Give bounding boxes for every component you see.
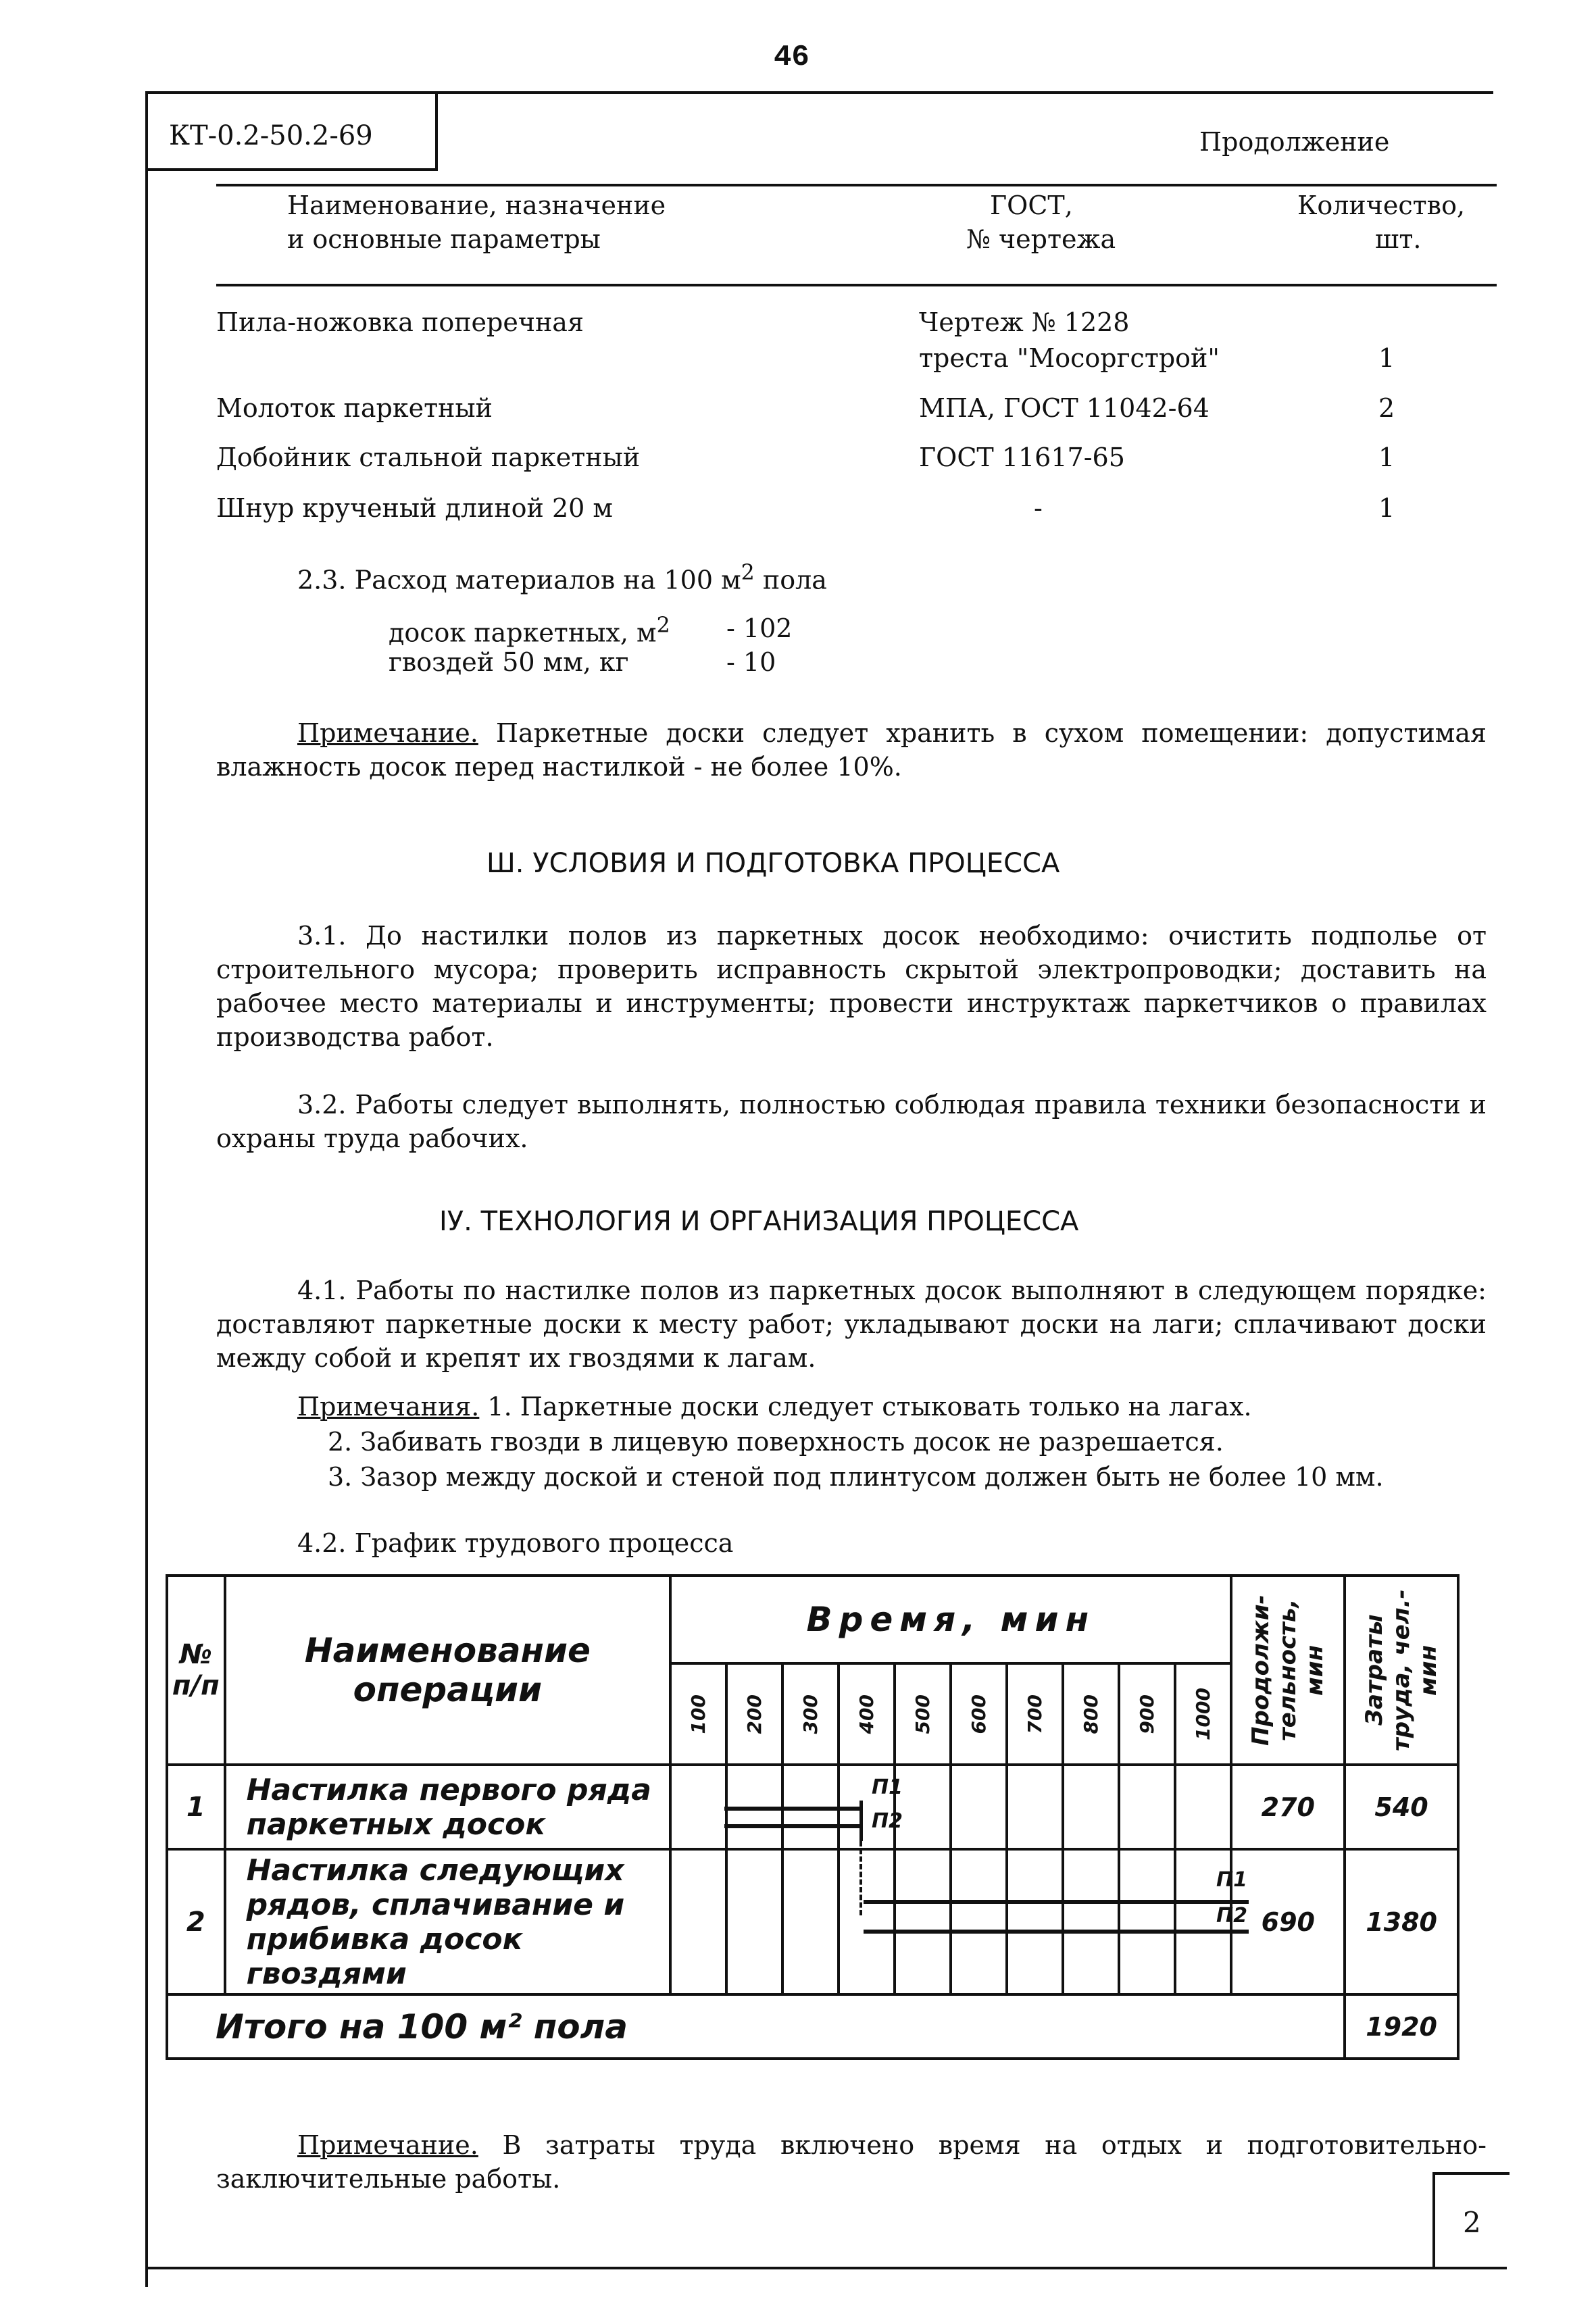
left-border-line [145,91,148,2287]
col-name-header: Наименование операции [225,1576,671,1765]
note-1-text: Паркетные доски следует хранить в сухом помещении: допустимая влажность досок перед настилкой - не более 10%. [216,718,1487,782]
section-4-title: IУ. ТЕХНОЛОГИЯ И ОРГАНИЗАЦИЯ ПРОЦЕССА [439,1206,1079,1237]
row-2-cell-5 [895,1849,951,1994]
row-1-cell-10 [1175,1765,1231,1849]
row-2-worker-2-label: П2 [1216,1904,1247,1928]
header-qty-1: Количество, [1297,191,1466,220]
row-1-labor: 540 [1345,1765,1458,1849]
col-num-header: № п/п [167,1576,225,1765]
materials-heading-end: пола [754,565,827,595]
tick-300 [782,1663,839,1765]
row-1-cell-6 [951,1765,1007,1849]
header-rule-top [216,184,1497,186]
row-2-cell-4 [839,1849,895,1994]
page-number: 46 [774,41,809,74]
materials-line-1 [389,613,670,648]
row-2-cell-2 [726,1849,782,1994]
row-2-bar-worker-2 [864,1930,1249,1934]
section-4-notes-label: Примечания. [297,1392,480,1422]
tool-row-3-qty: 1 [1378,443,1395,472]
tool-row-2-qty: 2 [1378,393,1395,423]
header-gost-2: № чертежа [966,224,1116,254]
header-name-2: и основные параметры [287,224,601,254]
tick-800 [1063,1663,1119,1765]
section-4-p1: 4.1. Работы по настилке полов из паркетных досок выполняют в следующем порядке: доставляют паркетные доски к месту работ; укладывают доски на лаги; сплачивают доски между собой и крепят их гвоздями к лагам. [216,1276,1487,1373]
row-1-cell-5 [895,1765,951,1849]
total-value: 1920 [1345,1994,1458,2059]
row-2-cell-1 [670,1849,726,1994]
tick-100 [670,1663,726,1765]
tool-row-4-qty: 1 [1378,493,1395,523]
table-total-row [167,1994,1458,2059]
materials-heading [297,561,827,595]
tool-row-4-name: Шнур крученый длиной 20 м [216,493,613,523]
tick-1000-label: 1000 [1192,1688,1215,1740]
continuation-label: Продолжение [1199,127,1390,157]
row-2-cell-9 [1119,1849,1175,1994]
row-1-duration: 270 [1231,1765,1345,1849]
tick-400 [839,1663,895,1765]
section-4-note-3: 3. Зазор между доской и стеной под плинтусом должен быть не более 10 мм. [328,1462,1384,1492]
row-1-connector [859,1841,865,1915]
tick-400-label: 400 [855,1694,878,1734]
section-3-p1: 3.1. До настилки полов из паркетных досок необходимо: очистить подполье от строительного мусора; проверить исправность скрытой электропроводки; доставить на рабочее место материалы и инструменты; провести инструктаж паркетчиков о правилах производства работ. [216,921,1487,1052]
tick-300-label: 300 [799,1694,822,1734]
tool-row-1-name: Пила-ножовка поперечная [216,307,584,337]
row-1-cell-8 [1063,1765,1119,1849]
row-1-bar-end-tick [859,1801,863,1841]
materials-line-1-sup: 2 [656,613,670,638]
note-1 [216,716,1487,784]
materials-line-2-value: - 10 [726,647,776,677]
section-4-notes-line-1 [297,1392,1252,1422]
row-1-bar-worker-1 [724,1807,863,1811]
row-1-name: Настилка первого ряда паркетных досок [225,1765,671,1849]
sheet-number: 2 [1463,2206,1481,2239]
tick-700-label: 700 [1024,1694,1047,1734]
note-1-label: Примечание. [297,718,478,748]
note-final-label: Примечание. [297,2130,478,2160]
row-2-cell-7 [1007,1849,1063,1994]
materials-heading-text: 2.3. Расход материалов на 100 м [297,565,741,595]
row-1-worker-1-label: П1 [872,1776,903,1799]
doc-code: КТ-0.2-50.2-69 [169,120,373,151]
row-1-cell-7 [1007,1765,1063,1849]
row-2-cell-8 [1063,1849,1119,1994]
row-2-worker-1-label: П1 [1216,1868,1247,1892]
header-name-1: Наименование, назначение [287,191,666,220]
row-2-labor: 1380 [1345,1849,1458,1994]
tick-800-label: 800 [1080,1694,1103,1734]
note-final [216,2128,1487,2196]
schedule-heading: 4.2. График трудового процесса [297,1528,734,1558]
row-2-num: 2 [167,1849,225,1994]
tick-500 [895,1663,951,1765]
schedule-table [166,1574,1460,2060]
row-1-worker-2-label: П2 [872,1809,903,1833]
tool-row-3-name: Добойник стальной паркетный [216,443,641,472]
section-4-note-1: 1. Паркетные доски следует стыковать только на лагах. [479,1392,1252,1422]
materials-line-1-value: - 102 [726,613,793,643]
note-final-text: В затраты труда включено время на отдых и подготовительно-заключительные работы. [216,2130,1487,2194]
tool-row-2-gost: МПА, ГОСТ 11042-64 [919,393,1210,423]
row-2-duration: 690 [1231,1849,1345,1994]
tool-row-4-gost: - [1034,493,1043,523]
tool-row-1-gost: Чертеж № 1228 [919,307,1130,337]
materials-line-2-label: гвоздей 50 мм, кг [389,647,629,677]
tick-200 [726,1663,782,1765]
tick-900-label: 900 [1136,1694,1159,1734]
row-2-bar-worker-1 [864,1900,1249,1904]
tick-1000 [1175,1663,1231,1765]
tool-row-1-gost-2: треста "Мосоргстрой" [919,343,1220,373]
row-1-cell-1 [670,1765,726,1849]
tool-row-3-gost: ГОСТ 11617-65 [919,443,1125,472]
materials-heading-sup: 2 [741,561,755,585]
header-qty-2: шт. [1375,224,1422,254]
row-2-cell-3 [782,1849,839,1994]
top-border-line [145,91,1493,94]
table-row [167,1849,1458,1994]
materials-line-1-label: досок паркетных, м [389,618,657,648]
row-1-bar-worker-2 [724,1824,863,1828]
col-labor-text: Затраты труда, чел.-мин [1361,1589,1443,1751]
total-label: Итого на 100 м² пола [167,1994,1345,2059]
tick-600-label: 600 [968,1694,991,1734]
row-2-cell-6 [951,1849,1007,1994]
section-3-title: Ш. УСЛОВИЯ И ПОДГОТОВКА ПРОЦЕССА [487,848,1060,879]
bottom-border-line [145,2267,1507,2269]
section-3-p2: 3.2. Работы следует выполнять, полностью соблюдая правила техники безопасности и охраны труда рабочих. [216,1090,1487,1153]
tool-row-1-qty: 1 [1378,343,1395,373]
col-duration-text: Продолжи-тельность, мин [1247,1594,1329,1746]
tick-600 [951,1663,1007,1765]
tick-100-label: 100 [687,1694,710,1734]
section-4-note-2: 2. Забивать гвозди в лицевую поверхность досок не разрешается. [328,1427,1224,1457]
col-duration-header [1231,1576,1345,1765]
col-labor-header [1345,1576,1458,1765]
row-2-name: Настилка следующих рядов, сплачивание и прибивка досок гвоздями [225,1849,671,1994]
tick-900 [1119,1663,1175,1765]
tick-700 [1007,1663,1063,1765]
header-rule-bottom [216,284,1497,286]
tool-row-2-name: Молоток паркетный [216,393,493,423]
col-time-header: Время, мин [670,1576,1231,1663]
tick-500-label: 500 [912,1694,934,1734]
row-1-cell-9 [1119,1765,1175,1849]
tick-200-label: 200 [743,1694,766,1734]
row-1-num: 1 [167,1765,225,1849]
header-gost-1: ГОСТ, [990,191,1073,220]
